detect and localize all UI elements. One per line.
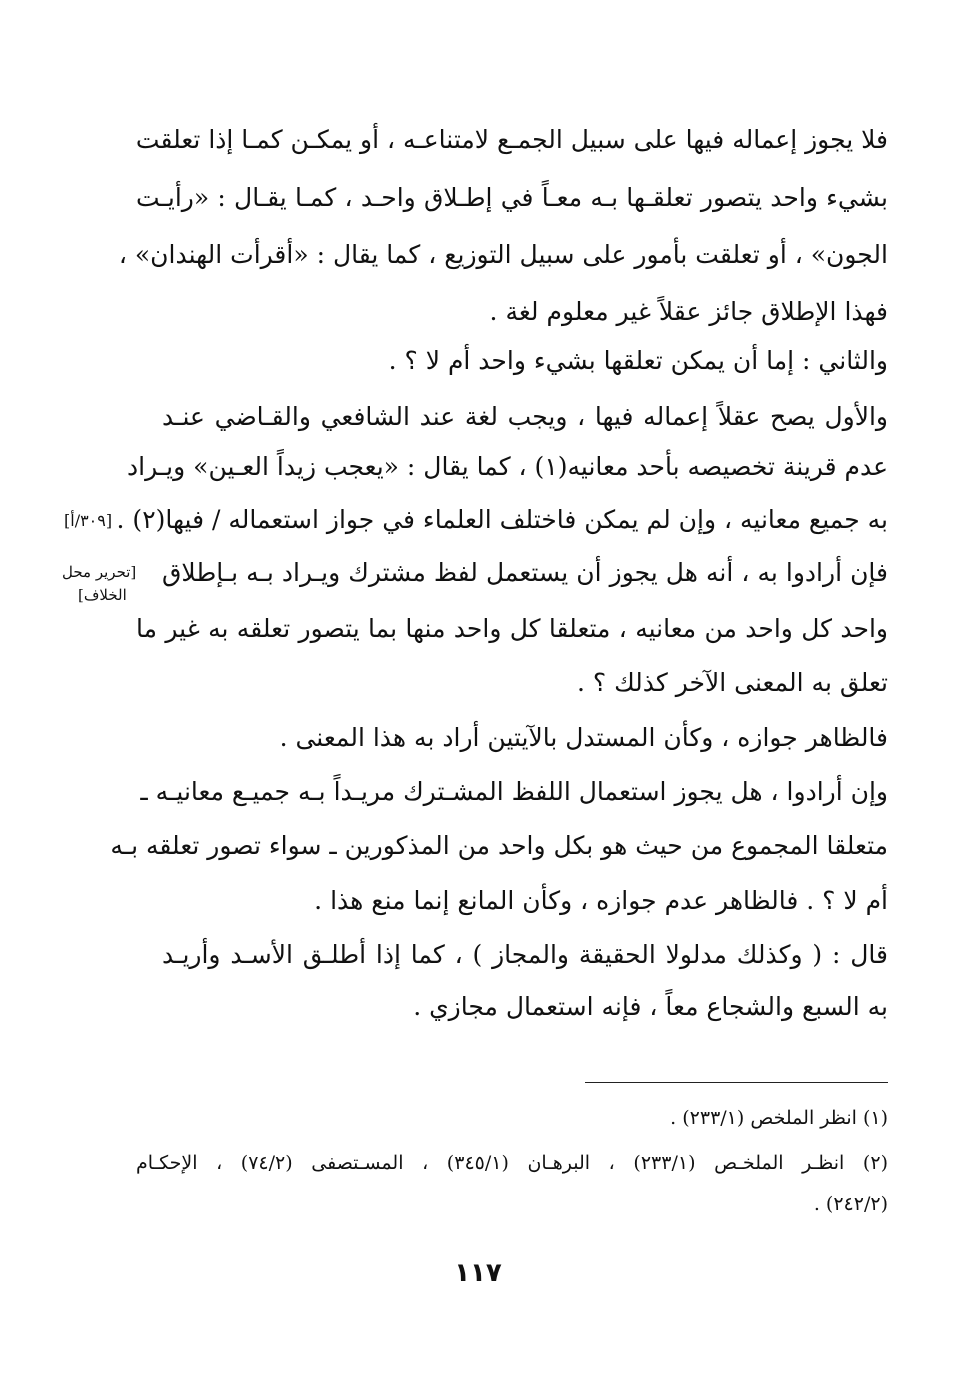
margin-topic-note-line2: الخلاف] <box>78 586 127 604</box>
footnote-1: (١) انظر الملخص (٢٣٣/١) . <box>670 1107 888 1129</box>
body-line-4: فهذا الإطلاق جائز عقلاً غير معلوم لغة . <box>489 297 888 326</box>
folio-marker: [٣٠٩/أ] <box>64 511 113 530</box>
body-line-9: فإن أرادوا به ، أنه هل يجوز أن يستعمل لفظ مشترك ويـراد بـه بـإطلاق <box>162 558 888 587</box>
body-line-14: متعلقا المجموع من حيث هو بكل واحد من المذكورين ـ سواء تصور تعلقه بـه <box>110 831 888 860</box>
body-line-16: قال : ( وكذلك مدلولا الحقيقة والمجاز ) ، كما إذا أطلـق الأسـد وأريـد <box>162 940 888 969</box>
margin-topic-note-line1: [تحرير محل <box>62 563 137 581</box>
body-line-11: تعلق به المعنى الآخر كذلك ؟ . <box>576 668 888 697</box>
body-line-2: بشيء واحد يتصور تعلقـها بـه معـاً في إطـلاق واحـد ، كمـا يقـال : «رأيـت <box>136 183 888 212</box>
footnote-divider <box>585 1082 888 1083</box>
footnote-2-continued: (٢٤٢/٢) . <box>813 1193 888 1215</box>
body-line-10: واحد كل واحد من معانيه ، متعلقا كل واحد منها بما يتصور تعلقه به غير ما <box>136 614 888 643</box>
body-line-12: فالظاهر جوازه ، وكأن المستدل بالآيتين أراد به هذا المعنى . <box>279 723 888 752</box>
body-line-6: والأول يصح عقلاً إعماله فيها ، ويجب لغة عند الشافعي والقـاضي عنـد <box>162 402 888 431</box>
body-line-7: عدم قرينة تخصيصه بأحد معانيه(١) ، كما يقال : «يعجب زيداً العـين» ويـراد <box>126 452 888 481</box>
footnote-2: (٢) انظـر الملخـص (٢٣٣/١) ، البرهـان (٣٤٥/١) ، المسـتصفى (٧٤/٢) ، الإحكـام <box>136 1152 888 1174</box>
body-line-13: وإن أرادوا ، هل يجوز استعمال اللفظ المشـترك مريـداً بـه جميـع معانيـه ـ <box>140 777 888 806</box>
page-number: ١١٧ <box>454 1258 502 1288</box>
body-line-5: والثاني : إما أن يمكن تعلقها بشيء واحد أم لا ؟ . <box>388 346 888 375</box>
body-line-15: أم لا ؟ . فالظاهر عدم جوازه ، وكأن المانع إنما منع هذا . <box>314 886 888 915</box>
body-line-3: الجون» ، أو تعلقت بأمور على سبيل التوزيع ، كما يقال : «أقرأت الهندان» ، <box>118 240 888 269</box>
body-line-17: به السبع والشجاع معاً ، فإنه استعمال مجازي . <box>413 992 888 1021</box>
body-line-1: فلا يجوز إعماله فيها على سبيل الجمـع لامتناعـه ، أو يمكـن كمـا إذا تعلقت <box>135 125 888 154</box>
body-line-8: به جميع معانيه ، وإن لم يمكن فاختلف العلماء في جواز استعماله / فيها(٢) . <box>116 505 888 534</box>
